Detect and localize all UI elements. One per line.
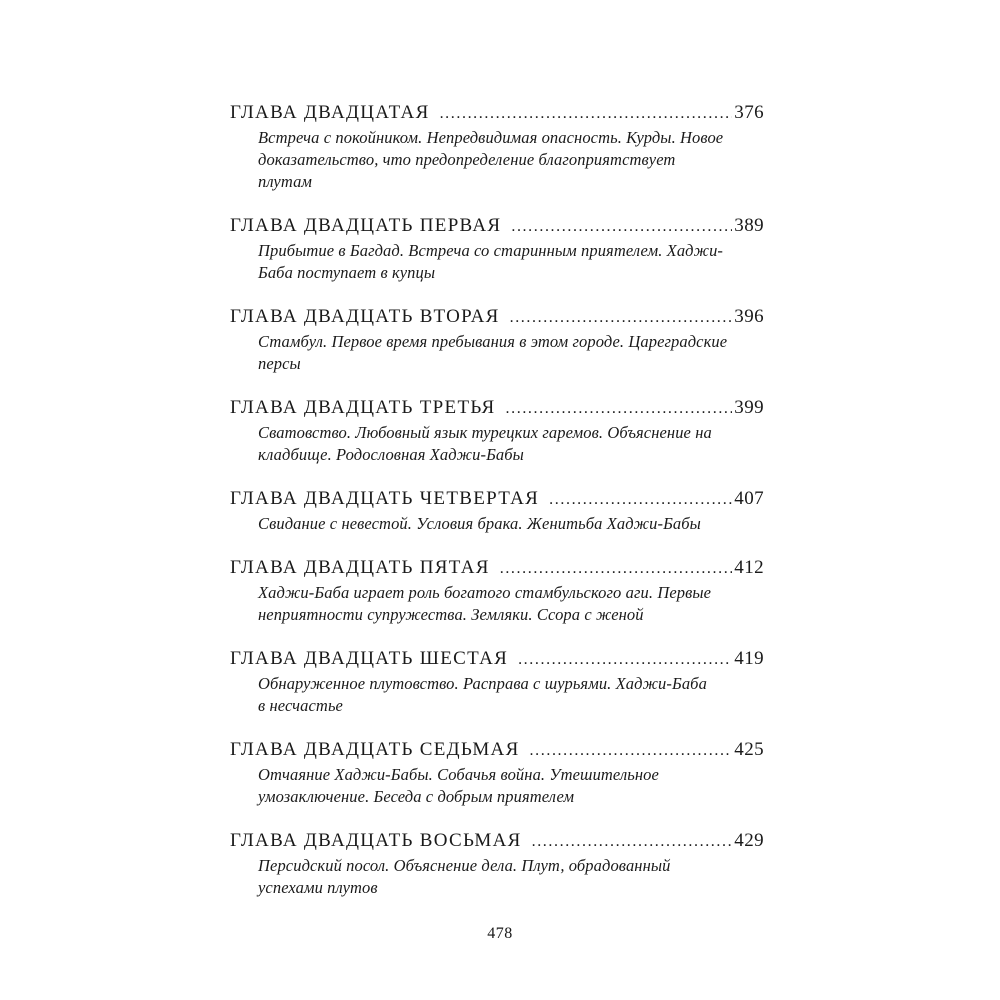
toc-entry bbox=[230, 737, 764, 808]
page-number: 412 bbox=[734, 557, 764, 578]
summary-line: доказательство, что предопределение благоприятствует bbox=[258, 150, 676, 169]
toc-entry-heading bbox=[230, 555, 764, 582]
chapter-summary bbox=[258, 673, 764, 717]
toc-entry-heading bbox=[230, 486, 764, 513]
dot-leader bbox=[510, 305, 733, 331]
dot-leader bbox=[549, 487, 732, 513]
dot-leader bbox=[530, 738, 733, 764]
chapter-summary bbox=[258, 855, 764, 899]
summary-line: Свидание с невестой. Условия брака. Женитьба Хаджи-Бабы bbox=[258, 514, 701, 533]
toc-entry-heading bbox=[230, 646, 764, 673]
table-of-contents bbox=[230, 100, 764, 919]
chapter-summary bbox=[258, 422, 764, 466]
summary-line: Стамбул. Первое время пребывания в этом городе. Цареградские bbox=[258, 332, 728, 351]
chapter-summary bbox=[258, 582, 764, 626]
dot-leader bbox=[506, 396, 733, 422]
chapter-summary bbox=[258, 764, 764, 808]
page-number: 389 bbox=[734, 215, 764, 236]
summary-line: кладбище. Родословная Хаджи-Бабы bbox=[258, 445, 524, 464]
toc-entry-heading bbox=[230, 828, 764, 855]
dot-leader bbox=[518, 647, 732, 673]
summary-line: Обнаруженное плутовство. Расправа с шурьями. Хаджи-Баба bbox=[258, 674, 707, 693]
summary-line: плутам bbox=[258, 172, 313, 191]
toc-entry bbox=[230, 646, 764, 717]
toc-entry-heading bbox=[230, 395, 764, 422]
toc-entry bbox=[230, 828, 764, 899]
toc-entry bbox=[230, 304, 764, 375]
dot-leader bbox=[500, 556, 733, 582]
summary-line: Баба поступает в купцы bbox=[258, 263, 436, 282]
summary-line: Хаджи-Баба играет роль богатого стамбульского аги. Первые bbox=[258, 583, 712, 602]
chapter-title: ГЛАВА ДВАДЦАТЬ ТРЕТЬЯ bbox=[230, 397, 496, 418]
toc-entry bbox=[230, 486, 764, 535]
summary-line: Отчаяние Хаджи-Бабы. Собачья война. Утешительное bbox=[258, 765, 659, 784]
summary-line: Сватовство. Любовный язык турецких гаремов. Объяснение на bbox=[258, 423, 712, 442]
toc-entry-heading bbox=[230, 304, 764, 331]
page-number: 419 bbox=[734, 648, 764, 669]
toc-entry bbox=[230, 100, 764, 193]
summary-line: умозаключение. Беседа с добрым приятелем bbox=[258, 787, 575, 806]
page-number: 425 bbox=[734, 739, 764, 760]
dot-leader bbox=[511, 214, 732, 240]
toc-entry-heading bbox=[230, 737, 764, 764]
toc-entry bbox=[230, 395, 764, 466]
summary-line: неприятности супружества. Земляки. Ссора с женой bbox=[258, 605, 644, 624]
dot-leader bbox=[440, 101, 733, 127]
summary-line: Встреча с покойником. Непредвидимая опасность. Курды. Новое bbox=[258, 128, 724, 147]
chapter-title: ГЛАВА ДВАДЦАТЬ ВТОРАЯ bbox=[230, 306, 500, 327]
summary-line: успехами плутов bbox=[258, 878, 378, 897]
chapter-summary bbox=[258, 331, 764, 375]
page-number: 376 bbox=[734, 102, 764, 123]
summary-line: персы bbox=[258, 354, 301, 373]
chapter-title: ГЛАВА ДВАДЦАТЬ ЧЕТВЕРТАЯ bbox=[230, 488, 540, 509]
summary-line: в несчастье bbox=[258, 696, 343, 715]
toc-entry bbox=[230, 213, 764, 284]
page-number: 429 bbox=[734, 830, 764, 851]
toc-entry bbox=[230, 555, 764, 626]
chapter-title: ГЛАВА ДВАДЦАТЬ ПЯТАЯ bbox=[230, 557, 490, 578]
chapter-title: ГЛАВА ДВАДЦАТЬ ПЕРВАЯ bbox=[230, 215, 502, 236]
chapter-summary bbox=[258, 513, 764, 535]
summary-line: Персидский посол. Объяснение дела. Плут, обрадованный bbox=[258, 856, 671, 875]
chapter-title: ГЛАВА ДВАДЦАТАЯ bbox=[230, 102, 430, 123]
page-number: 407 bbox=[734, 488, 764, 509]
summary-line: Прибытие в Багдад. Встреча со старинным приятелем. Хаджи- bbox=[258, 241, 724, 260]
page-number: 396 bbox=[734, 306, 764, 327]
page-folio-number: 478 bbox=[487, 925, 513, 942]
chapter-title: ГЛАВА ДВАДЦАТЬ СЕДЬМАЯ bbox=[230, 739, 520, 760]
dot-leader bbox=[532, 829, 733, 855]
page-number: 399 bbox=[734, 397, 764, 418]
chapter-summary bbox=[258, 127, 764, 193]
chapter-title: ГЛАВА ДВАДЦАТЬ ШЕСТАЯ bbox=[230, 648, 509, 669]
toc-entry-heading bbox=[230, 100, 764, 127]
chapter-summary bbox=[258, 240, 764, 284]
chapter-title: ГЛАВА ДВАДЦАТЬ ВОСЬМАЯ bbox=[230, 830, 522, 851]
toc-entry-heading bbox=[230, 213, 764, 240]
